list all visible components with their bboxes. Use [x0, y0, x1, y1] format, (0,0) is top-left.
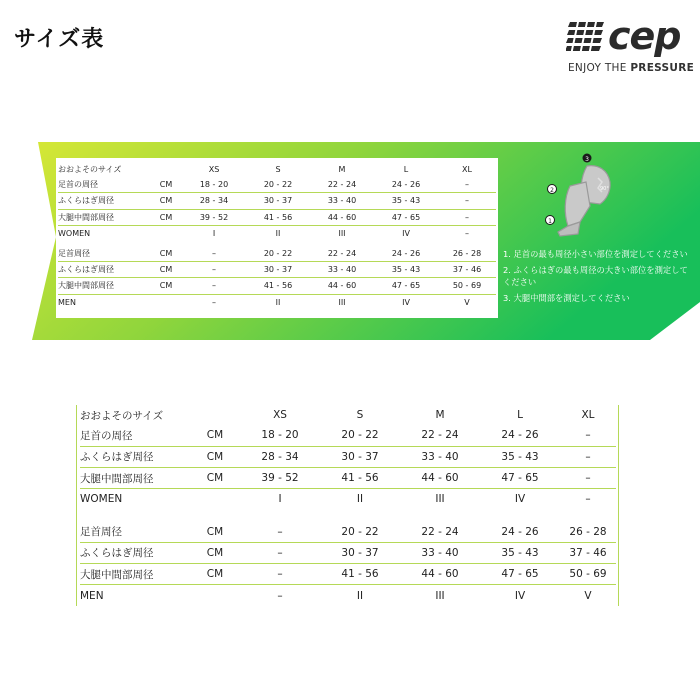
- logo-wordmark: cep: [608, 14, 681, 58]
- table-row: 足首の周径 CM 18 - 20 20 - 22 22 - 24 24 - 26 –: [80, 425, 616, 446]
- logo-stripes-icon: [566, 22, 606, 52]
- table-row: 足首の周径 CM 18 - 20 20 - 22 22 - 24 24 - 26 –: [58, 177, 496, 193]
- measurement-notes: [503, 248, 695, 308]
- table-row: 大腿中間部周径 CM 39 - 52 41 - 56 44 - 60 47 - 65 –: [80, 467, 616, 488]
- note-1: 1. 足首の最も周径小さい部位を測定してください: [503, 249, 688, 259]
- size-xs-header: XS: [273, 409, 287, 422]
- table-row: 大腿中間部周径 CM – 41 - 56 44 - 60 47 - 65 50 - 69: [58, 278, 496, 294]
- header-row: [58, 162, 496, 177]
- table-row: ふくらはぎ周径 CM – 30 - 37 33 - 40 35 - 43 37 - 46: [80, 542, 616, 563]
- note-2: 2. ふくらはぎの最も周径の大きい部位を測定してください: [503, 265, 688, 287]
- cep-logo: [566, 14, 696, 78]
- size-s-header: S: [275, 165, 281, 175]
- table-row: 足首周径 CM – 20 - 22 22 - 24 24 - 26 26 - 28: [80, 521, 616, 542]
- men-row: MEN – II III IV V: [58, 297, 470, 307]
- size-xl-header: XL: [462, 165, 472, 175]
- size-xs-header: XS: [208, 165, 220, 175]
- size-l-header: L: [403, 165, 409, 175]
- men-row: MEN – II III IV V: [80, 589, 592, 602]
- note-3: 3. 大腿中間部を測定してください: [503, 293, 630, 303]
- table-row: ふくらはぎ周径 CM – 30 - 37 33 - 40 35 - 43 37 - 46: [58, 262, 496, 278]
- svg-text:2: 2: [550, 187, 554, 194]
- table-row: 足首周径 CM – 20 - 22 22 - 24 24 - 26 26 - 28: [58, 246, 496, 262]
- header-row: [80, 405, 616, 425]
- women-row: WOMEN I II III IV –: [80, 493, 591, 506]
- header-label: おおよそのサイズ: [58, 165, 122, 175]
- angle-label: 90°: [600, 186, 609, 192]
- size-table-small: [58, 162, 496, 310]
- table-row: 大腿中間部周径 CM 39 - 52 41 - 56 44 - 60 47 - 65 –: [58, 209, 496, 225]
- size-m-header: M: [435, 409, 445, 422]
- table-row: ふくらはぎ周径 CM 28 - 34 30 - 37 33 - 40 35 - 43 –: [80, 446, 616, 467]
- size-table-large: [80, 405, 616, 606]
- size-s-header: S: [356, 409, 364, 422]
- svg-text:3: 3: [585, 156, 589, 163]
- table-row: ふくらはぎ周径 CM 28 - 34 30 - 37 33 - 40 35 - 43 –: [58, 193, 496, 209]
- size-xl-header: XL: [581, 409, 595, 422]
- women-row: WOMEN I II III IV –: [58, 228, 469, 238]
- leg-measurement-diagram: [540, 148, 620, 243]
- size-l-header: L: [517, 409, 523, 422]
- page-title: サイズ表: [14, 27, 105, 52]
- header-label: おおよそのサイズ: [80, 409, 164, 422]
- logo-tagline: ENJOY THE PRESSURE: [568, 62, 695, 74]
- table-row: 大腿中間部周径 CM – 41 - 56 44 - 60 47 - 65 50 - 69: [80, 564, 616, 585]
- size-m-header: M: [338, 165, 346, 175]
- svg-text:1: 1: [548, 218, 552, 225]
